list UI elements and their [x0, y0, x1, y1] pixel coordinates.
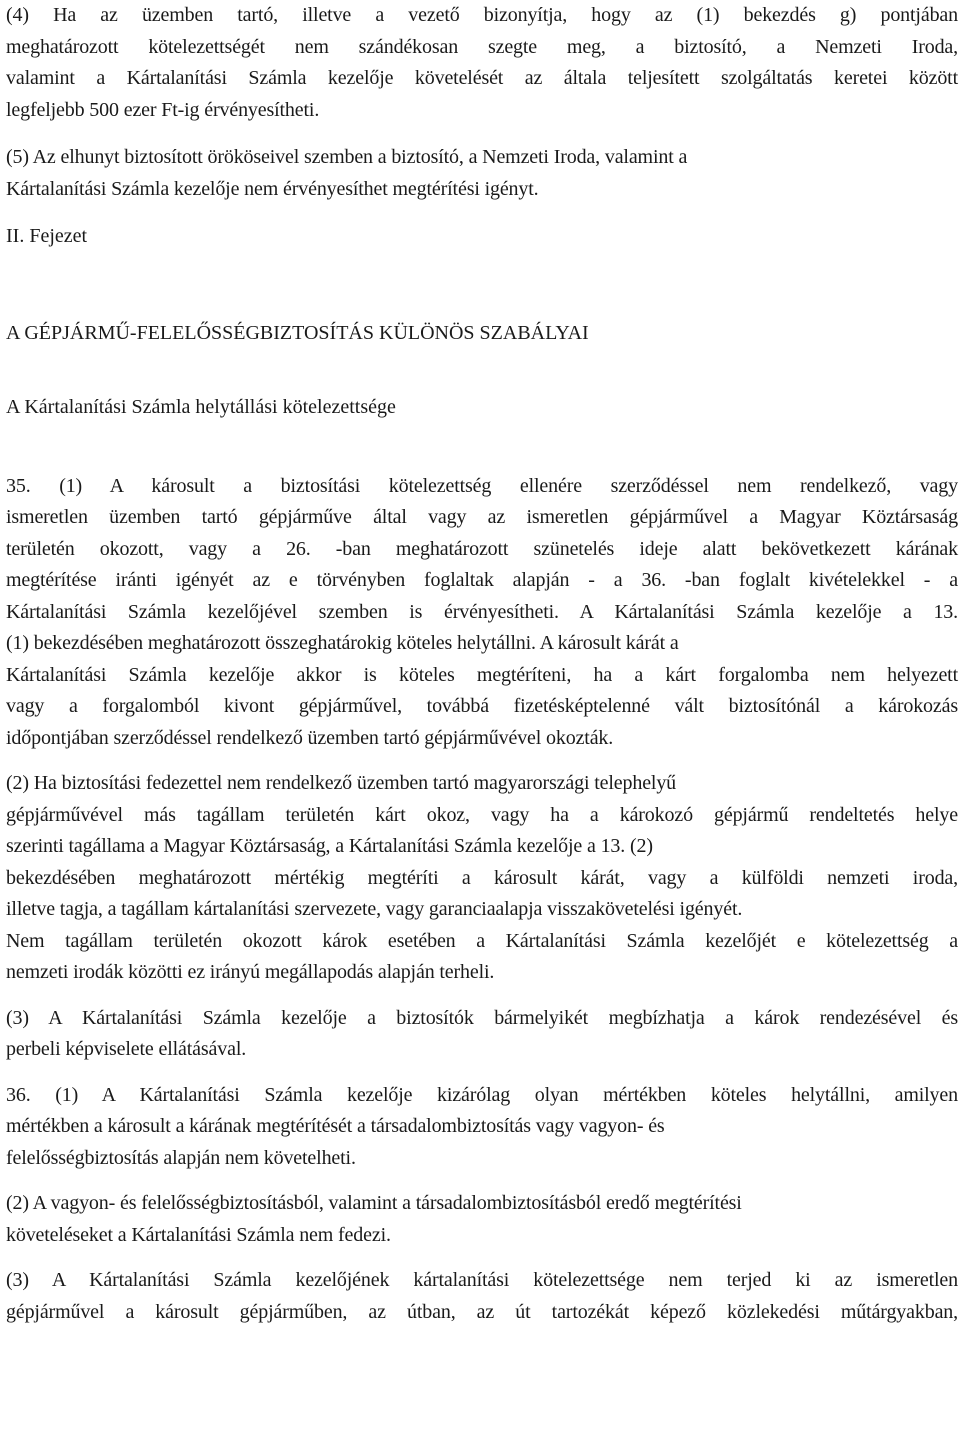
- text-line: meghatározott kötelezettségét nem szándékosan szegte meg, a biztosító, a Nemzeti Iroda,: [6, 35, 958, 58]
- chapter-title: A GÉPJÁRMŰ-FELELŐSSÉGBIZTOSÍTÁS KÜLÖNÖS SZABÁLYAI: [6, 321, 589, 344]
- text-line: Kártalanítási Számla kezelője akkor is köteles megtéríteni, ha a kárt forgalomba nem helyezett: [6, 663, 958, 686]
- text-line: Kártalanítási Számla kezelőjével szemben is érvényesítheti. A Kártalanítási Számla kezelője a 13.: [6, 600, 958, 623]
- text-line: (3) A Kártalanítási Számla kezelője a biztosítók bármelyikét megbízhatja a károk rendezésével és: [6, 1006, 958, 1029]
- text-line: ismeretlen üzemben tartó gépjárműve által vagy az ismeretlen gépjárművel a Magyar Köztársaság: [6, 506, 958, 528]
- text-line: legfeljebb 500 ezer Ft-ig érvényesítheti.: [6, 98, 320, 121]
- text-line: (2) A vagyon- és felelősségbiztosításból, valamint a társadalombiztosításból eredő megtérítési: [6, 1192, 742, 1214]
- text-line: időpontjában szerződéssel rendelkező üzemben tartó gépjárművével okozták.: [6, 726, 614, 749]
- paragraph-5: [6, 142, 958, 205]
- text-line: mértékben a károsult a kárának megtérítését a társadalombiztosítás vagy vagyon- és: [6, 1115, 665, 1137]
- text-line: valamint a Kártalanítási Számla kezelője követelését az általa teljesített szolgáltatás keretei között: [6, 67, 958, 89]
- text-line: illetve tagja, a tagállam kártalanítási szervezete, vagy garanciaalapja visszakövetelési igényét.: [6, 898, 743, 920]
- text-line: megtérítése iránti igényét az e törvényben foglaltak alapján - a 36. -ban foglalt kivételekkel - a: [6, 569, 958, 591]
- section-35-paragraph-1: [6, 471, 958, 755]
- text-line: 35. (1) A károsult a biztosítási kötelezettség ellenére szerződéssel nem rendelkező, vagy: [6, 474, 958, 497]
- text-line: perbeli képviselete ellátásával.: [6, 1038, 247, 1060]
- text-line: vagy a forgalomból kivont gépjárművel, továbbá fizetésképtelenné vált biztosítónál a károkozás: [6, 695, 958, 717]
- section-title: A Kártalanítási Számla helytállási kötelezettsége: [6, 396, 396, 418]
- paragraph-4: [6, 0, 958, 126]
- text-line: gépjárművével más tagállam területén kárt okoz, vagy ha a károkozó gépjármű rendeltetés helye: [6, 803, 958, 826]
- text-line: (2) Ha biztosítási fedezettel nem rendelkező üzemben tartó magyarországi telephelyű: [6, 772, 677, 794]
- text-line: (3) A Kártalanítási Számla kezelőjének kártalanítási kötelezettsége nem terjed ki az ismeretlen: [6, 1269, 958, 1291]
- section-35-paragraph-2: [6, 768, 958, 989]
- text-line: (4) Ha az üzemben tartó, illetve a vezető bizonyítja, hogy az (1) bekezdés g) pontjában: [6, 4, 958, 26]
- text-line: Nem tagállam területén okozott károk esetében a Kártalanítási Számla kezelőjét e kötelezettség a: [6, 929, 958, 952]
- text-line: (5) Az elhunyt biztosított örököseivel szemben a biztosító, a Nemzeti Iroda, valamint a: [6, 146, 688, 168]
- text-line: Kártalanítási Számla kezelője nem érvényesíthet megtérítési igényt.: [6, 177, 539, 200]
- text-line: felelősségbiztosítás alapján nem követelheti.: [6, 1146, 356, 1169]
- section-36-paragraph-1: [6, 1080, 958, 1175]
- text-line: nemzeti irodák közötti ez irányú megállapodás alapján terheli.: [6, 961, 495, 983]
- section-36-paragraph-2: [6, 1188, 958, 1251]
- chapter-number: II. Fejezet: [6, 225, 88, 247]
- section-36-paragraph-3: [6, 1265, 958, 1328]
- text-line: (1) bekezdésében meghatározott összeghatárokig köteles helytállni. A károsult kárát a: [6, 632, 679, 654]
- section-35-paragraph-3: [6, 1003, 958, 1066]
- text-line: bekezdésében meghatározott mértékig megtéríti a károsult kárát, vagy a külföldi nemzeti iroda,: [6, 866, 958, 889]
- text-line: területén okozott, vagy a 26. -ban meghatározott szünetelés ideje alatt bekövetkezett kárának: [6, 537, 958, 560]
- text-line: gépjárművel a károsult gépjárműben, az útban, az út tartozékát képező közlekedési műtárgyakban,: [6, 1300, 958, 1323]
- text-line: követeléseket a Kártalanítási Számla nem fedezi.: [6, 1223, 391, 1246]
- text-line: 36. (1) A Kártalanítási Számla kezelője kizárólag olyan mértékben köteles helytállni, amilyen: [6, 1083, 958, 1106]
- text-line: szerinti tagállama a Magyar Köztársaság, a Kártalanítási Számla kezelője a 13. (2): [6, 835, 653, 857]
- document-page: [6, 0, 958, 1328]
